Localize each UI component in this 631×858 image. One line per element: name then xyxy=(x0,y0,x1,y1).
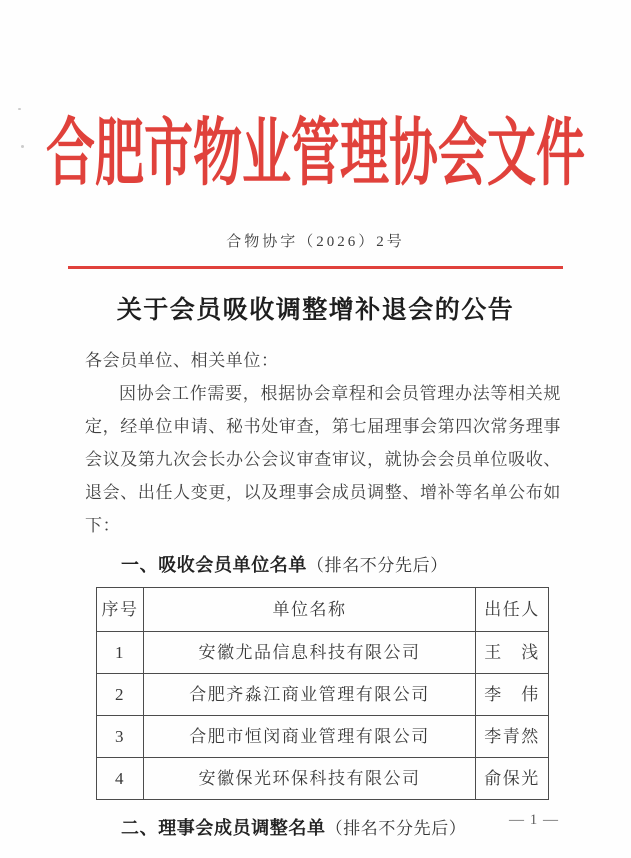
admitted-members-table xyxy=(96,587,549,800)
cell-company: 安徽尤品信息科技有限公司 xyxy=(144,632,476,674)
column-header-representative: 出任人 xyxy=(476,588,549,632)
cell-no: 1 xyxy=(97,632,144,674)
masthead xyxy=(0,96,631,200)
document-body xyxy=(85,344,561,845)
cell-company: 合肥市恒闵商业管理有限公司 xyxy=(144,716,476,758)
section-two-heading xyxy=(85,812,561,845)
section-one-heading xyxy=(85,549,561,582)
cell-no: 3 xyxy=(97,716,144,758)
org-title: 合肥市物业管理协会文件 xyxy=(45,112,585,195)
cell-company: 安徽保光环保科技有限公司 xyxy=(144,758,476,800)
table-header-row xyxy=(97,588,549,632)
cell-company: 合肥齐淼江商业管理有限公司 xyxy=(144,674,476,716)
red-divider-rule xyxy=(68,266,563,269)
section-two-note: （排名不分先后） xyxy=(325,819,467,838)
cell-representative: 王 浅 xyxy=(476,632,549,674)
column-header-company: 单位名称 xyxy=(144,588,476,632)
column-header-no: 序号 xyxy=(97,588,144,632)
table-row xyxy=(97,758,549,800)
notice-title: 关于会员吸收调整增补退会的公告 xyxy=(116,297,515,324)
salutation-line: 各会员单位、相关单位： xyxy=(85,351,279,370)
table-row xyxy=(97,716,549,758)
document-number: 合物协字（2026）2号 xyxy=(226,234,405,250)
body-paragraph: 因协会工作需要，根据协会章程和会员管理办法等相关规定，经单位申请、秘书处审查，第七届理事会第四次常务理事会议及第九次会长办公会议审查审议，就协会会员单位吸收、退会、出任人变更，以及理事会成员调整、增补等名单公布如下： xyxy=(85,384,561,535)
cell-representative: 俞保光 xyxy=(476,758,549,800)
section-two-title: 二、理事会成员调整名单 xyxy=(121,818,326,838)
section-one-title: 一、吸收会员单位名单 xyxy=(121,555,307,575)
table-row xyxy=(97,674,549,716)
table-row xyxy=(97,632,549,674)
cell-no: 4 xyxy=(97,758,144,800)
cell-representative: 李 伟 xyxy=(476,674,549,716)
page-number: — 1 — xyxy=(509,812,559,828)
cell-representative: 李青然 xyxy=(476,716,549,758)
section-one-note: （排名不分先后） xyxy=(307,556,448,575)
cell-no: 2 xyxy=(97,674,144,716)
